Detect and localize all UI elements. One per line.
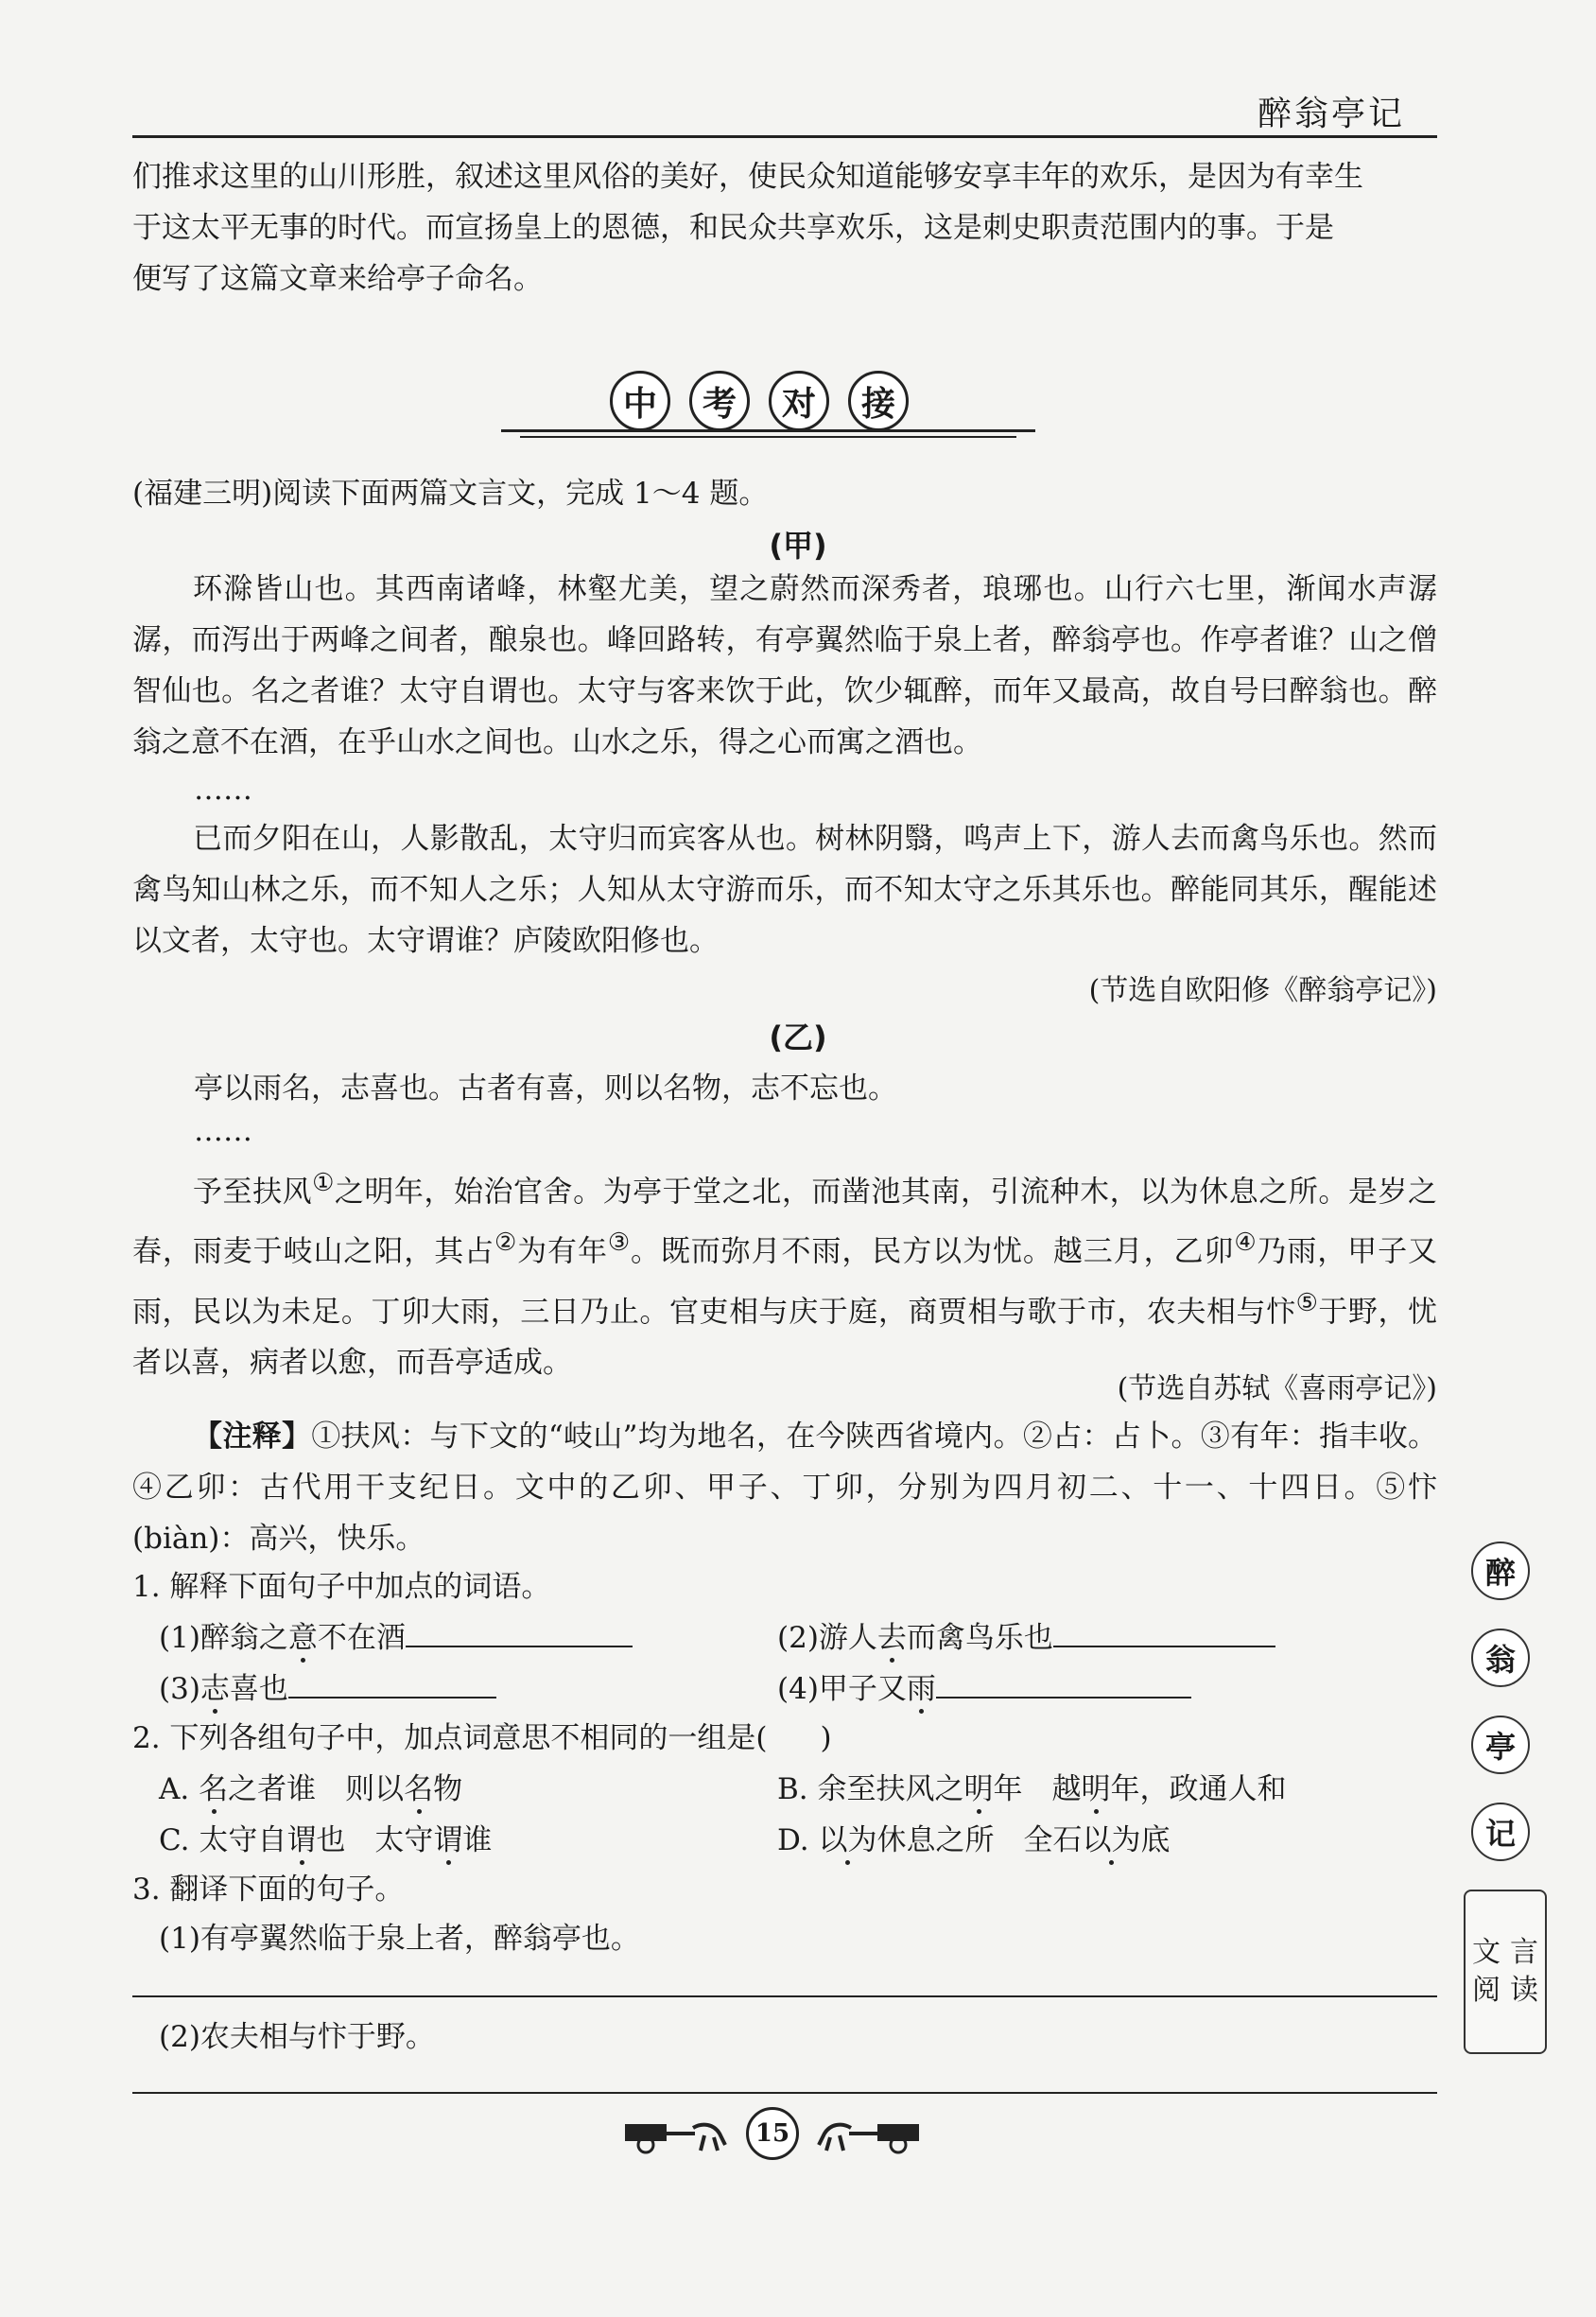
q3-sentence-1: (1)有亭翼然临于泉上者，醉翁亭也。 (159, 1922, 640, 1956)
carriage-icon (619, 2117, 733, 2154)
q1-stem: 1. 解释下面句子中加点的词语。 (132, 1570, 551, 1604)
answer-blank[interactable] (406, 1617, 633, 1647)
answer-blank[interactable] (936, 1668, 1191, 1699)
notes-label: 【注释】 (193, 1420, 312, 1454)
intro-line-1: 们推求这里的山川形胜，叙述这里风俗的美好，使民众知道能够安享丰年的欢乐，是因为有幸生 (132, 160, 1363, 194)
passage-a-para-2: 已而夕阳在山，人影散乱，太守归而宾客从也。树林阴翳，鸣声上下，游人去而禽鸟乐也。然而禽鸟知山林之乐，而不知人之乐；人知从太守游而乐，而不知太守之乐其乐也。醉能同其乐，醒能述以文者，太守也。太守谓谁？庐陵欧阳修也。 (132, 822, 1437, 958)
side-badge-char: 记 (1471, 1803, 1530, 1861)
passage-b-para-2: 予至扶风①之明年，始治官舍。为亭于堂之北，而凿池其南，引流种木，以为休息之所。是岁之春，雨麦于岐山之阳，其占②为有年③。既而弥月不雨，民方以为忧。越三月，乙卯④乃雨，甲子又雨，民以为未足。丁卯大雨，三日乃止。官吏相与庆于庭，商贾相与歌于市，农夫相与忭⑤于野，忧者以喜，病者以愈，而吾亭适成。 (132, 1169, 1438, 1380)
answer-blank[interactable] (1053, 1617, 1275, 1647)
banner-char: 中 (610, 371, 670, 431)
answer-blank[interactable] (288, 1668, 496, 1699)
footnote-ref: ④ (1234, 1228, 1258, 1258)
page-footer (0, 2107, 1596, 2164)
banner-rule-inner (520, 436, 1016, 438)
dotted-word: 意 (287, 1621, 318, 1655)
q2-stem: 2. 下列各组句子中，加点词意思不相同的一组是( ) (132, 1721, 832, 1755)
q3-stem: 3. 翻译下面的句子。 (132, 1873, 405, 1907)
passage-b-source: (节选自苏轼《喜雨亭记》) (1117, 1372, 1437, 1405)
header-rule (132, 135, 1437, 138)
footnote-ref: ② (494, 1228, 518, 1258)
q2-option-c[interactable]: C. 太守自谓也 太守谓谁 (159, 1823, 493, 1857)
page-number: 15 (746, 2107, 799, 2160)
footnote-ref: ① (312, 1169, 335, 1197)
intro-line-2: 于这太平无事的时代。而宣扬皇上的恩德，和民众共享欢乐，这是刺史职责范围内的事。于是 (132, 211, 1334, 245)
banner-char: 对 (769, 371, 829, 431)
side-badge (1464, 1542, 1549, 2054)
dotted-word: 去 (876, 1621, 907, 1655)
notes-text: ①扶风：与下文的“岐山”均为地名，在今陕西省境内。②占：占卜。③有年：指丰收。④乙卯：古代用干支纪日。文中的乙卯、甲子、丁卯，分别为四月初二、十一、十四日。⑤忭(biàn)：高兴，快乐。 (132, 1420, 1438, 1556)
banner-char: 考 (689, 371, 750, 431)
q2-option-d[interactable]: D. 以为休息之所 全石以为底 (777, 1823, 1171, 1857)
footnote-ref: ③ (607, 1228, 631, 1258)
q3-sentence-2: (2)农夫相与忭于野。 (159, 2020, 435, 2054)
dotted-word: 雨 (906, 1672, 936, 1706)
side-badge-char: 醉 (1471, 1542, 1530, 1600)
seal-stamp: 文 言 阅 读 (1464, 1890, 1547, 2054)
banner-char: 接 (848, 371, 909, 431)
q1-item-2: (2)游人去而禽鸟乐也 (777, 1613, 1275, 1656)
passage-a-title: (甲) (769, 528, 827, 564)
passage-a-para-1: 环滁皆山也。其西南诸峰，林壑尤美，望之蔚然而深秀者，琅琊也。山行六七里，渐闻水声潺潺，而泻出于两峰之间者，酿泉也。峰回路转，有亭翼然临于泉上者，醉翁亭也。作亭者谁？山之僧智仙也。名之者谁？太守自谓也。太守与客来饮于此，饮少辄醉，而年又最高，故自号曰醉翁也。醉翁之意不在酒，在乎山水之间也。山水之乐，得之心而寓之酒也。 (132, 572, 1437, 759)
passage-b-title: (乙) (769, 1019, 827, 1055)
notes (132, 1411, 1437, 1564)
answer-line[interactable] (132, 2092, 1437, 2094)
q1-item-4: (4)甲子又雨 (777, 1664, 1191, 1707)
q1-item-1: (1)醉翁之意不在酒 (159, 1613, 633, 1656)
q2-option-a[interactable]: A. 名之者谁 则以名物 (159, 1772, 463, 1806)
passage-a-source: (节选自欧阳修《醉翁亭记》) (1088, 974, 1437, 1007)
passage-b-ellipsis: …… (194, 1114, 252, 1148)
section-banner (501, 371, 1035, 446)
dotted-word: 志 (200, 1672, 230, 1706)
intro-paragraph (132, 151, 1437, 305)
passage-a-ellipsis: …… (194, 773, 252, 807)
side-badge-char: 亭 (1471, 1716, 1530, 1774)
intro-line-3: 便写了这篇文章来给亭子命名。 (132, 262, 543, 296)
answer-line[interactable] (132, 1995, 1437, 1997)
passage-b-para-1: 亭以雨名，志喜也。古者有喜，则以名物，志不忘也。 (194, 1071, 897, 1106)
running-header-title: 醉翁亭记 (1257, 95, 1405, 133)
q1-item-3: (3)志喜也 (159, 1664, 496, 1707)
q2-option-b[interactable]: B. 余至扶风之明年 越明年，政通人和 (777, 1772, 1287, 1806)
instructions: (福建三明)阅读下面两篇文言文，完成 1～4 题。 (132, 477, 769, 511)
footnote-ref: ⑤ (1295, 1288, 1319, 1317)
side-badge-char: 翁 (1471, 1629, 1530, 1687)
carriage-icon (811, 2117, 925, 2154)
